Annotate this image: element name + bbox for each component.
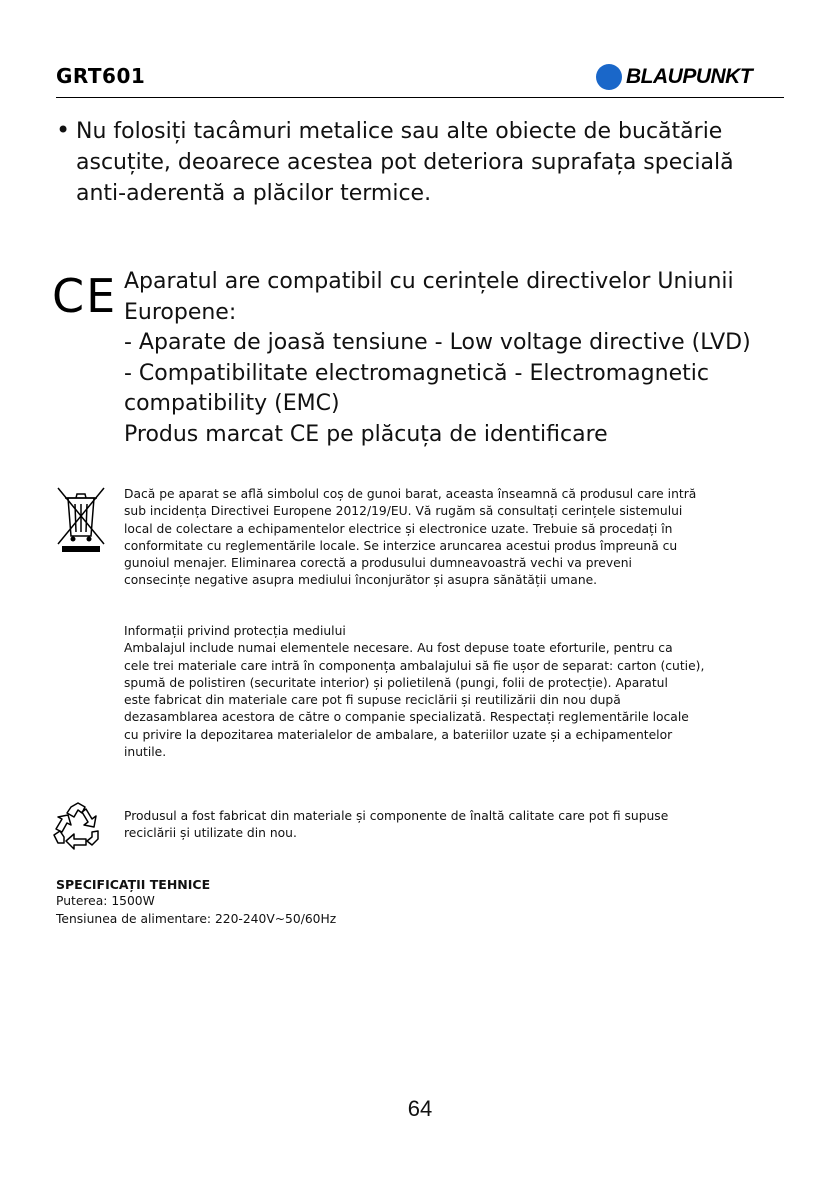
brand-name: BLAUPUNKT	[626, 65, 753, 88]
weee-paragraph	[124, 486, 794, 590]
ce-line: Aparatul are compatibil cu cerințele directivelor Uniunii	[124, 269, 734, 294]
bullet-marker: •	[56, 116, 71, 144]
environment-line: cu privire la depozitarea materialelor de ambalare, a bateriilor uzate și a echipamentelor	[124, 727, 673, 742]
ce-line: - Aparate de joasă tensiune - Low voltage directive (LVD)	[124, 330, 751, 355]
header-divider	[56, 97, 784, 98]
brand-dot-icon	[596, 64, 622, 90]
weee-line: Dacă pe aparat se află simbolul coș de gunoi barat, aceasta înseamnă că produsul care intră	[124, 487, 697, 501]
crossed-bin-icon	[56, 486, 106, 554]
environment-line: spumă de polistiren (securitate interior) și polietilenă (pungi, folii de protecție). Aparatul	[124, 675, 668, 690]
ce-mark-icon: CE	[52, 269, 118, 323]
weee-line: sub incidența Directivei Europene 2012/19/EU. Vă rugăm să consultați cerințele sistemului	[124, 504, 683, 519]
recycle-line: Produsul a fost fabricat din materiale și componente de înaltă calitate care pot fi supuse	[124, 809, 669, 823]
warning-paragraph	[56, 116, 786, 209]
brand-logo	[596, 64, 752, 90]
weee-line: conformitate cu reglementările locale. Se interzice aruncarea acestui produs împreună cu	[124, 538, 678, 553]
weee-line: consecințe negative asupra mediului înconjurător și asupra sănătății umane.	[124, 573, 598, 588]
recycle-paragraph	[124, 808, 794, 843]
ce-line: Europene:	[124, 299, 237, 325]
ce-statement	[124, 267, 790, 450]
page-number: 64	[407, 1096, 433, 1121]
weee-line: local de colectare a echipamentelor electrice și electronice uzate. Trebuie să procedați în	[124, 521, 673, 536]
ce-line: compatibility (EMC)	[124, 391, 340, 416]
specs-title: SPECIFICAȚII TEHNICE	[56, 877, 211, 892]
weee-line: gunoiul menajer. Eliminarea corectă a produsului dumneavoastră vechi va preveni	[124, 556, 632, 571]
environment-title: Informații privind protecția mediului	[124, 624, 346, 638]
recycle-icon	[52, 801, 104, 851]
recycle-line: reciclării și utilizate din nou.	[124, 826, 297, 841]
specs-voltage: Tensiunea de alimentare: 220-240V~50/60Hz	[56, 911, 337, 926]
technical-specs	[56, 876, 456, 928]
ce-line: Produs marcat CE pe plăcuța de identificare	[124, 421, 608, 447]
model-name: GRT601	[56, 64, 146, 88]
ce-line: - Compatibilitate electromagnetică - Electromagnetic	[124, 360, 709, 386]
environment-line: este fabricat din materiale care pot fi supuse reciclării și reutilizării din nou după	[124, 693, 621, 708]
environment-line: cele trei materiale care intră în componența ambalajului să fie ușor de separat: carton (cutie),	[124, 658, 705, 673]
specs-power: Puterea: 1500W	[56, 894, 155, 909]
warning-line: ascuțite, deoarece acestea pot deteriora suprafața specială	[76, 150, 734, 175]
environment-line: inutile.	[124, 745, 167, 760]
warning-line: anti-aderentă a plăcilor termice.	[76, 181, 432, 206]
environment-line: Ambalajul include numai elementele necesare. Au fost depuse toate eforturile, pentru ca	[124, 641, 673, 656]
warning-line: Nu folosiți tacâmuri metalice sau alte obiecte de bucătărie	[76, 119, 723, 144]
environment-paragraph	[124, 623, 794, 761]
environment-line: dezasamblarea acestora de către o companie specializată. Respectați reglementările locale	[124, 710, 689, 725]
